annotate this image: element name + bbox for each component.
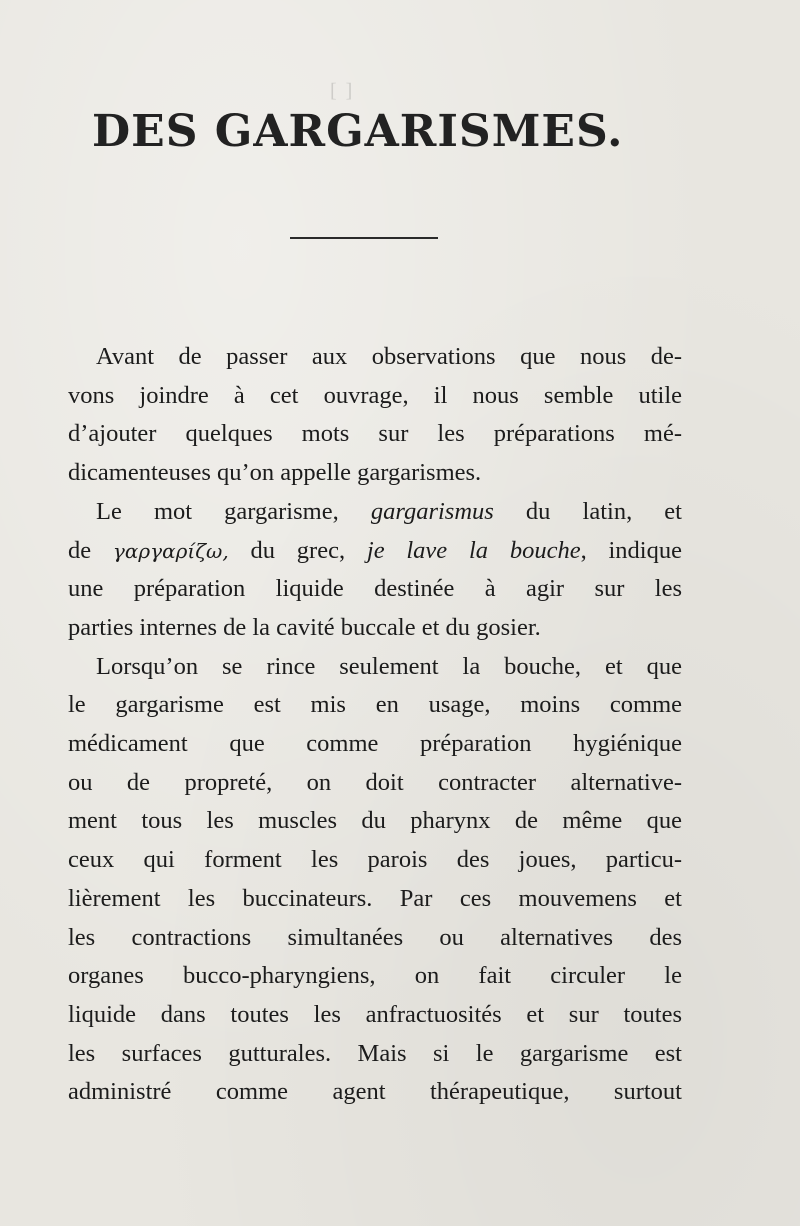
text-line: vons joindre à cet ouvrage, il nous semble utile xyxy=(68,381,682,409)
text-line: Avant de passer aux observations que nous de- xyxy=(96,343,682,370)
text-line: organes bucco-pharyngiens, on fait circuler le xyxy=(68,962,682,990)
text-line: les surfaces gutturales. Mais si le gargarisme est xyxy=(68,1039,682,1067)
text-segment: du grec, xyxy=(228,536,367,564)
bleed-through-shadow: [ ] xyxy=(330,80,355,102)
text-segment: Le mot gargarisme, xyxy=(96,497,371,525)
text-segment: de xyxy=(68,536,113,564)
text-line: liquide dans toutes les anfractuosités et sur toutes xyxy=(68,1000,682,1028)
text-segment: du latin, et xyxy=(493,497,682,525)
text-line: ment tous les muscles du pharynx de même que xyxy=(68,807,682,835)
text-line: d’ajouter quelques mots sur les préparations mé- xyxy=(68,420,682,448)
body-text xyxy=(68,338,682,1112)
title-rule xyxy=(290,237,438,239)
text-line: les contractions simultanées ou alternatives des xyxy=(68,923,682,951)
text-line: lièrement les buccinateurs. Par ces mouvemens et xyxy=(68,884,682,912)
chapter-title: DES GARGARISMES. xyxy=(92,106,624,157)
text-line xyxy=(68,493,682,532)
text-line: administré comme agent thérapeutique, surtout xyxy=(68,1078,682,1106)
italic-term: gargarismus xyxy=(370,497,494,525)
text-line: médicament que comme préparation hygiénique xyxy=(68,730,682,758)
text-line: une préparation liquide destinée à agir sur les xyxy=(68,575,682,603)
text-line: parties internes de la cavité buccale et du gosier. xyxy=(68,613,541,641)
italic-term: je lave la bouche xyxy=(366,536,581,564)
text-line: ceux qui forment les parois des joues, particu- xyxy=(68,846,682,874)
text-line: le gargarisme est mis en usage, moins comme xyxy=(68,691,682,719)
text-line: Lorsqu’on se rince seulement la bouche, et que xyxy=(96,652,682,680)
greek-term: γαργαρίζω, xyxy=(112,538,229,563)
text-segment: , indique xyxy=(580,536,682,564)
text-line xyxy=(68,532,682,571)
text-line: dicamenteuses qu’on appelle gargarismes. xyxy=(68,459,482,487)
text-line: ou de propreté, on doit contracter alternative- xyxy=(68,768,682,796)
